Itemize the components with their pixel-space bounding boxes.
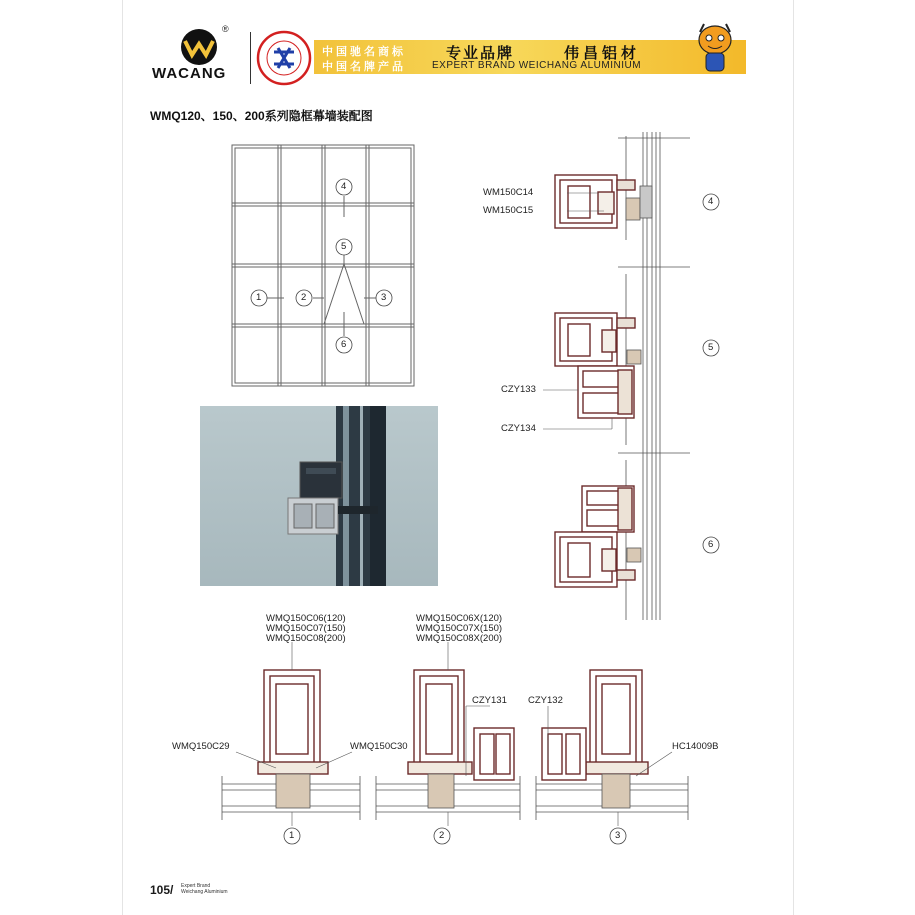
- marker-3-label: 3: [381, 292, 387, 303]
- part-wmq150c29: WMQ150C29: [172, 741, 230, 752]
- part-wmq150c30: WMQ150C30: [350, 741, 408, 752]
- elevation-grid: [232, 145, 414, 386]
- section-4-marker: 4: [708, 196, 714, 207]
- marker-5-label: 5: [341, 241, 347, 252]
- marker-1-label: 1: [256, 292, 262, 303]
- section-4-profile: [555, 175, 652, 228]
- plan-2-profile: [408, 670, 514, 808]
- part-czy132: CZY132: [528, 695, 563, 706]
- section-5-marker: 5: [708, 342, 714, 353]
- section-5-profile: [555, 313, 641, 418]
- part-hc14009b: HC14009B: [672, 741, 719, 752]
- plan-1-part-200: WMQ150C08(200): [266, 633, 346, 644]
- plan-3-marker: 3: [615, 830, 621, 841]
- part-czy133: CZY133: [501, 384, 536, 395]
- plan-2-marker: 2: [439, 830, 445, 841]
- plan-2-part-150: WMQ150C07X(150): [416, 623, 503, 634]
- marker-4-label: 4: [341, 181, 347, 192]
- drawing-title: WMQ120、150、200系列隐框幕墙装配图: [150, 109, 373, 123]
- tagline-en: EXPERT BRAND WEICHANG ALUMINIUM: [432, 60, 642, 71]
- plan-3-profile: [542, 670, 648, 808]
- section-markers: [703, 194, 719, 553]
- page-number: 105/: [150, 883, 174, 897]
- plan-1-marker: 1: [289, 830, 295, 841]
- plan-1-part-150: WMQ150C07(150): [266, 623, 346, 634]
- footer-brand: [181, 883, 228, 895]
- badge-line2: 中国名牌产品: [322, 61, 406, 73]
- registered-mark: ®: [222, 24, 229, 34]
- part-wm150c15: WM150C15: [483, 205, 534, 216]
- plan-2-part-200: WMQ150C08X(200): [416, 633, 503, 644]
- part-czy131: CZY131: [472, 695, 507, 706]
- footer-line1: Expert Brand: [181, 883, 211, 889]
- part-wm150c14: WM150C14: [483, 187, 534, 198]
- brand-name: WACANG: [152, 65, 227, 82]
- plan-markers: [284, 828, 626, 844]
- section-6-profile: [555, 486, 641, 587]
- plan-2-part-120: WMQ150C06X(120): [416, 613, 503, 624]
- tagline-cn2: 伟昌铝材: [564, 45, 641, 62]
- plan-1-part-120: WMQ150C06(120): [266, 613, 346, 624]
- plan-1-profile: [258, 670, 328, 808]
- tagline-cn1: 专业品牌: [446, 45, 515, 62]
- footer-line2: Weichang Aluminium: [181, 889, 228, 895]
- badge-line1: 中国驰名商标: [322, 46, 406, 58]
- marker-2-label: 2: [301, 292, 307, 303]
- marker-6-label: 6: [341, 339, 347, 350]
- part-czy134: CZY134: [501, 423, 536, 434]
- section-6-marker: 6: [708, 539, 714, 550]
